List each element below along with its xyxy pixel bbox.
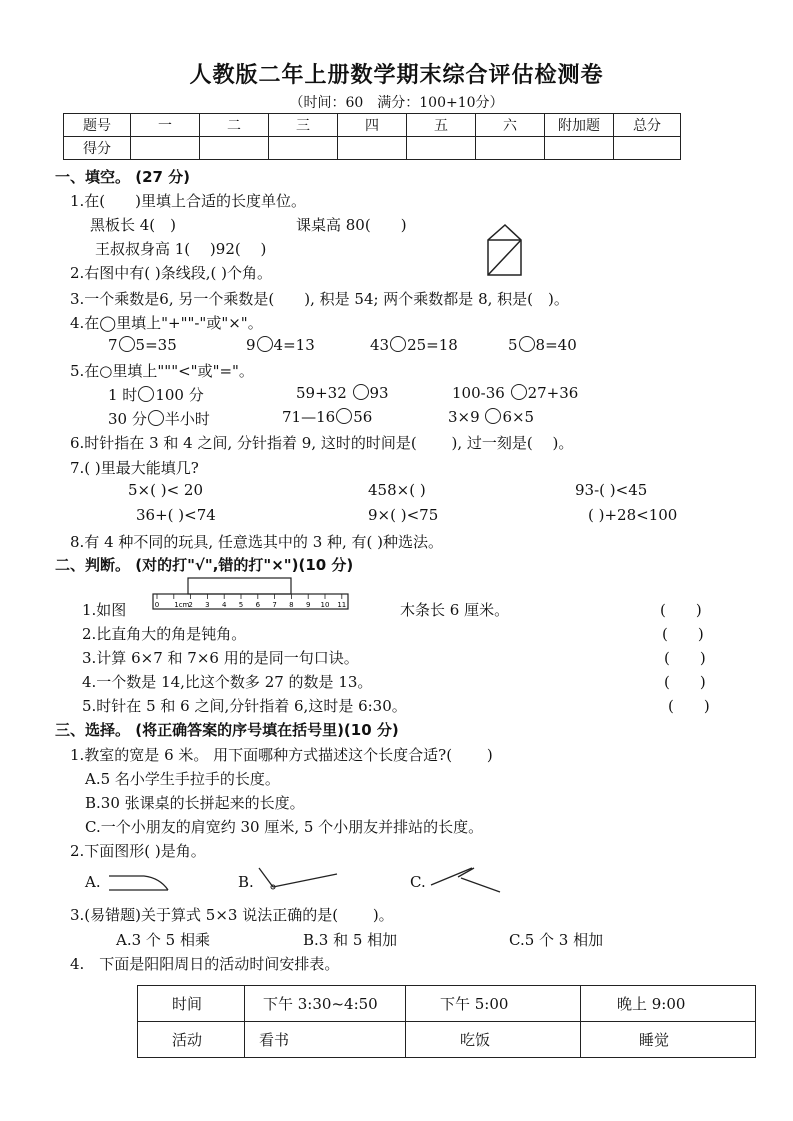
judge-item-5: 5.时针在 5 和 6 之间,分针指着 6,这时是 6:30。	[82, 697, 407, 715]
score-header-cell: 题号	[64, 114, 131, 137]
judge-item-1-tail: 木条长 6 厘米。	[400, 601, 510, 619]
score-input-cell[interactable]	[131, 137, 200, 160]
score-input-cell[interactable]	[407, 137, 476, 160]
blank-circle[interactable]	[353, 384, 369, 400]
score-header-row	[64, 114, 681, 137]
blank-circle[interactable]	[336, 408, 352, 424]
choice-question-1: 1.教室的宽是 6 米。 用下面哪种方式描述这个长度合适?( )	[70, 746, 493, 764]
question-1-2: 2.右图中有( )条线段,( )个角。	[70, 264, 273, 282]
ruler-label: 6	[255, 601, 261, 609]
q3-option-c: C.5 个 3 相加	[509, 931, 604, 949]
ruler-image	[152, 576, 352, 612]
blank-circle[interactable]	[138, 386, 154, 402]
section3-heading: 三、选择。 (将正确答案的序号填在括号里)(10 分)	[55, 721, 399, 739]
score-header-cell: 总分	[614, 114, 681, 137]
option-label-a: A.	[85, 873, 101, 891]
answer-bracket[interactable]: ( )	[660, 601, 702, 619]
q7-item: 93-( )<45	[575, 481, 648, 499]
section2-heading: 二、判断。 (对的打"√",错的打"×")(10 分)	[55, 556, 354, 574]
q5-item: 30 分 半小时	[108, 410, 210, 428]
section1-heading: 一、填空。 (27 分)	[55, 168, 191, 186]
judge-item-1: 1.如图	[82, 601, 127, 619]
score-header-cell: 六	[476, 114, 545, 137]
score-input-cell[interactable]	[269, 137, 338, 160]
question-1-5: 5.在○里填上"""<"或"="。	[70, 362, 254, 380]
option-label-c: C.	[410, 873, 426, 891]
q7-item: 5×( )< 20	[128, 481, 204, 499]
q7-item: 9×( )<75	[368, 506, 439, 524]
ruler-label: 11	[337, 601, 347, 609]
schedule-table	[137, 985, 756, 1058]
score-header-cell: 二	[200, 114, 269, 137]
schedule-cell: 睡觉	[581, 1022, 756, 1058]
schedule-cell: 看书	[245, 1022, 406, 1058]
score-input-cell[interactable]	[338, 137, 407, 160]
ruler-label: 9	[305, 601, 311, 609]
choice-option-b: B.30 张课桌的长拼起来的长度。	[85, 794, 305, 812]
judge-item-4: 4.一个数是 14,比这个数多 27 的数是 13。	[82, 673, 373, 691]
q7-item: ( )+28<100	[588, 506, 678, 524]
blank-circle[interactable]	[519, 336, 535, 352]
house-figure	[487, 224, 523, 276]
ruler-label: 8	[289, 601, 294, 609]
question-1-1: 1.在( )里填上合适的长度单位。	[70, 192, 307, 210]
score-header-cell: 五	[407, 114, 476, 137]
figure-option-c	[428, 866, 504, 894]
q1-item-height: 王叔叔身高 1( )92( )	[95, 240, 267, 258]
schedule-cell: 晚上 9:00	[581, 986, 756, 1022]
choice-option-c: C.一个小朋友的肩宽约 30 厘米, 5 个小朋友并排站的长度。	[85, 818, 484, 836]
score-input-cell[interactable]	[476, 137, 545, 160]
ruler-label: 7	[272, 601, 277, 609]
score-value-row	[64, 137, 681, 160]
score-row-label: 得分	[64, 137, 131, 160]
question-1-3: 3.一个乘数是6, 另一个乘数是( ), 积是 54; 两个乘数都是 8, 积是( )。	[70, 290, 569, 308]
schedule-cell: 下午 5:00	[406, 986, 581, 1022]
answer-bracket[interactable]: ( )	[664, 673, 706, 691]
score-header-cell: 附加题	[545, 114, 614, 137]
q4-item: 5 8=40	[508, 336, 577, 354]
blank-circle[interactable]	[390, 336, 406, 352]
question-1-7: 7.( )里最大能填几?	[70, 459, 199, 477]
q3-option-b: B.3 和 5 相加	[303, 931, 398, 949]
answer-bracket[interactable]: ( )	[662, 625, 704, 643]
answer-bracket[interactable]: ( )	[668, 697, 710, 715]
score-header-cell: 三	[269, 114, 338, 137]
schedule-row-time	[138, 986, 756, 1022]
option-label-b: B.	[238, 873, 254, 891]
figure-option-a	[108, 868, 170, 892]
score-table	[63, 113, 681, 160]
ruler-label: 1cm	[174, 601, 190, 609]
blank-circle[interactable]	[511, 384, 527, 400]
judge-item-3: 3.计算 6×7 和 7×6 用的是同一句口诀。	[82, 649, 359, 667]
choice-question-4: 4. 下面是阳阳周日的活动时间安排表。	[70, 955, 340, 973]
choice-question-2: 2.下面图形( )是角。	[70, 842, 206, 860]
choice-question-3: 3.(易错题)关于算式 5×3 说法正确的是( )。	[70, 906, 394, 924]
ruler-label: 10	[320, 601, 330, 609]
blank-circle[interactable]	[257, 336, 273, 352]
blank-circle[interactable]	[485, 408, 501, 424]
question-1-8: 8.有 4 种不同的玩具, 任意选其中的 3 种, 有( )种选法。	[70, 533, 444, 551]
schedule-cell: 活动	[138, 1022, 245, 1058]
choice-option-a: A.5 名小学生手拉手的长度。	[85, 770, 280, 788]
q7-item: 458×( )	[368, 481, 426, 499]
q5-item: 59+32 93	[296, 384, 389, 402]
blank-circle[interactable]	[148, 410, 164, 426]
blank-circle[interactable]	[119, 336, 135, 352]
ruler-label: 0	[154, 601, 160, 609]
q1-item-blackboard: 黑板长 4( )	[90, 216, 177, 234]
score-header-cell: 四	[338, 114, 407, 137]
page-title: 人教版二年上册数学期末综合评估检测卷	[189, 63, 604, 88]
schedule-cell: 时间	[138, 986, 245, 1022]
q5-item: 1 时 100 分	[108, 386, 204, 404]
ruler-label: 2	[188, 601, 193, 609]
ruler-label: 5	[238, 601, 244, 609]
judge-item-2: 2.比直角大的角是钝角。	[82, 625, 247, 643]
q3-option-a: A.3 个 5 相乘	[116, 931, 210, 949]
figure-option-b	[258, 866, 340, 890]
exam-info: （时间：60 满分：100+10分）	[289, 95, 504, 111]
schedule-cell: 吃饭	[406, 1022, 581, 1058]
score-input-cell[interactable]	[200, 137, 269, 160]
score-header-cell: 一	[131, 114, 200, 137]
schedule-cell: 下午 3:30~4:50	[245, 986, 406, 1022]
score-input-cell[interactable]	[614, 137, 681, 160]
q7-item: 36+( )<74	[136, 506, 216, 524]
ruler-label: 4	[221, 601, 227, 609]
question-1-4: 4.在◯里填上"+""-"或"×"。	[70, 314, 263, 332]
ruler-label: 3	[205, 601, 210, 609]
q1-item-desk: 课桌高 80( )	[296, 216, 407, 234]
q4-item: 7 5=35	[108, 336, 177, 354]
q4-item: 9 4=13	[246, 336, 315, 354]
answer-bracket[interactable]: ( )	[664, 649, 706, 667]
question-1-6: 6.时针指在 3 和 4 之间, 分针指着 9, 这时的时间是( ), 过一刻是( )。	[70, 434, 574, 452]
q5-item: 3×9 6×5	[448, 408, 535, 426]
score-input-cell[interactable]	[545, 137, 614, 160]
schedule-row-activity	[138, 1022, 756, 1058]
q5-item: 71—16 56	[282, 408, 373, 426]
q4-item: 43 25=18	[370, 336, 458, 354]
q5-item: 100-36 27+36	[452, 384, 579, 402]
